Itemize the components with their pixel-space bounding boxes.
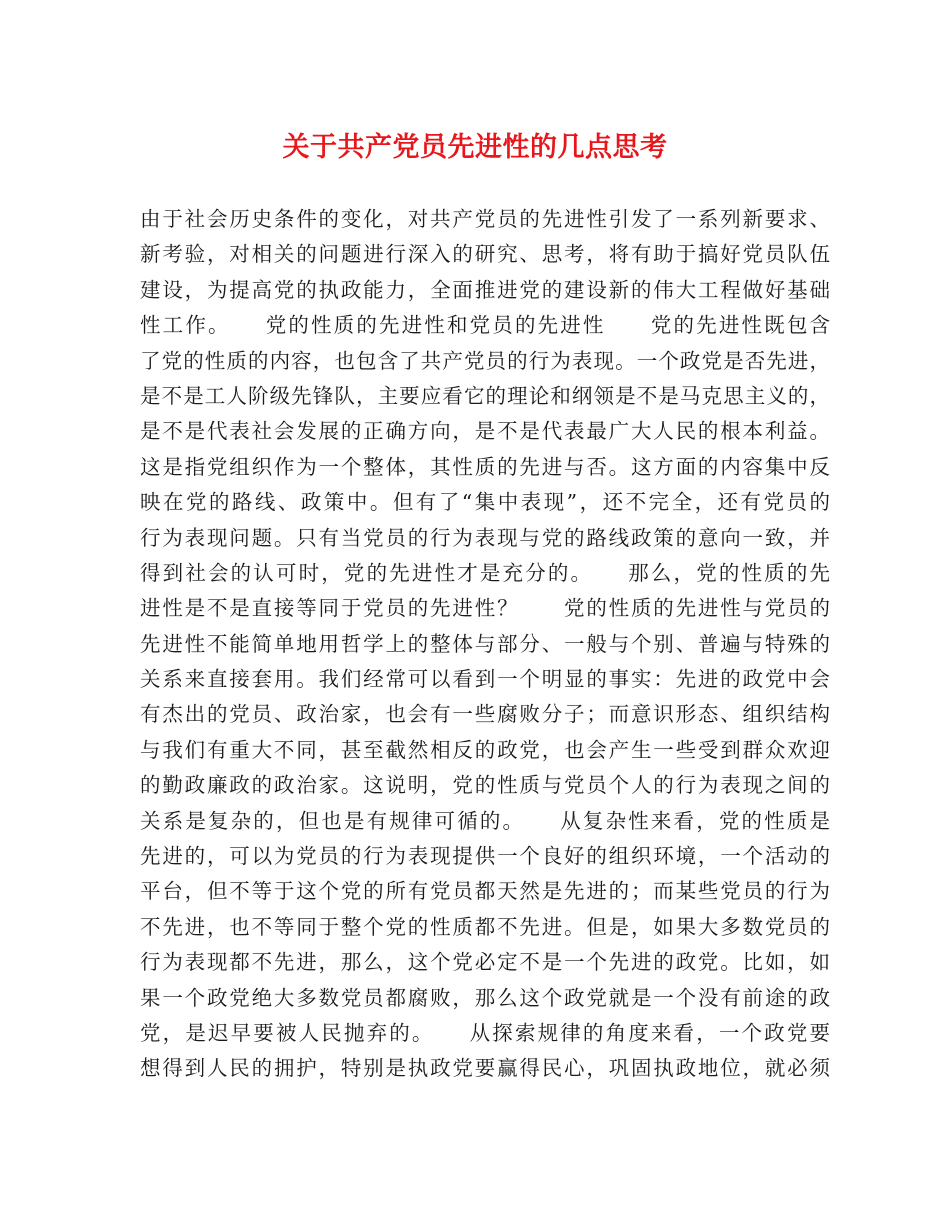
body-line: 与我们有重大不同，甚至截然相反的政党，也会产生一些受到群众欢迎 [140, 737, 830, 762]
body-line: 先进的，可以为党员的行为表现提供一个良好的组织环境，一个活动的 [140, 844, 830, 869]
body-line: 先进性不能简单地用哲学上的整体与部分、一般与个别、普遍与特殊的 [140, 631, 830, 656]
body-line: 新考验，对相关的问题进行深入的研究、思考，将有助于搞好党员队伍 [140, 242, 830, 267]
body-line: 由于社会历史条件的变化，对共产党员的先进性引发了一系列新要求、 [140, 207, 830, 231]
body-line: 性工作。 党的性质的先进性和党员的先进性 党的先进性既包含 [140, 313, 830, 338]
document-body [140, 202, 830, 1087]
body-line: 行为表现问题。只有当党员的行为表现与党的路线政策的意向一致，并 [140, 525, 830, 550]
body-line: 是不是代表社会发展的正确方向，是不是代表最广大人民的根本利益。 [140, 419, 830, 444]
body-line: 不先进，也不等同于整个党的性质都不先进。但是，如果大多数党员的 [140, 914, 830, 939]
body-line: 是不是工人阶级先锋队，主要应看它的理论和纲领是不是马克思主义的， [140, 383, 830, 408]
document-title: 关于共产党员先进性的几点思考 [282, 132, 668, 163]
body-line: 进性是不是直接等同于党员的先进性？ 党的性质的先进性与党员的 [140, 596, 830, 621]
body-line: 的勤政廉政的政治家。这说明，党的性质与党员个人的行为表现之间的 [140, 773, 830, 798]
body-line: 党，是迟早要被人民抛弃的。 从探索规律的角度来看，一个政党要 [140, 1020, 830, 1045]
body-line: 映在党的路线、政策中。但有了“集中表现”，还不完全，还有党员的 [140, 490, 830, 515]
body-line: 关系来直接套用。我们经常可以看到一个明显的事实：先进的政党中会 [140, 667, 830, 692]
body-line: 想得到人民的拥护，特别是执政党要赢得民心，巩固执政地位，就必须 [140, 1056, 830, 1081]
body-line: 有杰出的党员、政治家，也会有一些腐败分子；而意识形态、组织结构 [140, 702, 830, 727]
body-line: 行为表现都不先进，那么，这个党必定不是一个先进的政党。比如，如 [140, 950, 830, 975]
body-line: 平台，但不等于这个党的所有党员都天然是先进的；而某些党员的行为 [140, 879, 830, 904]
body-line: 关系是复杂的，但也是有规律可循的。 从复杂性来看，党的性质是 [140, 808, 830, 833]
body-line: 建设，为提高党的执政能力，全面推进党的建设新的伟大工程做好基础 [140, 277, 830, 302]
body-line: 这是指党组织作为一个整体，其性质的先进与否。这方面的内容集中反 [140, 454, 830, 479]
body-line: 了党的性质的内容，也包含了共产党员的行为表现。一个政党是否先进， [140, 348, 830, 373]
body-line: 得到社会的认可时，党的先进性才是充分的。 那么，党的性质的先 [140, 560, 830, 585]
body-line: 果一个政党绝大多数党员都腐败，那么这个政党就是一个没有前途的政 [140, 985, 830, 1010]
